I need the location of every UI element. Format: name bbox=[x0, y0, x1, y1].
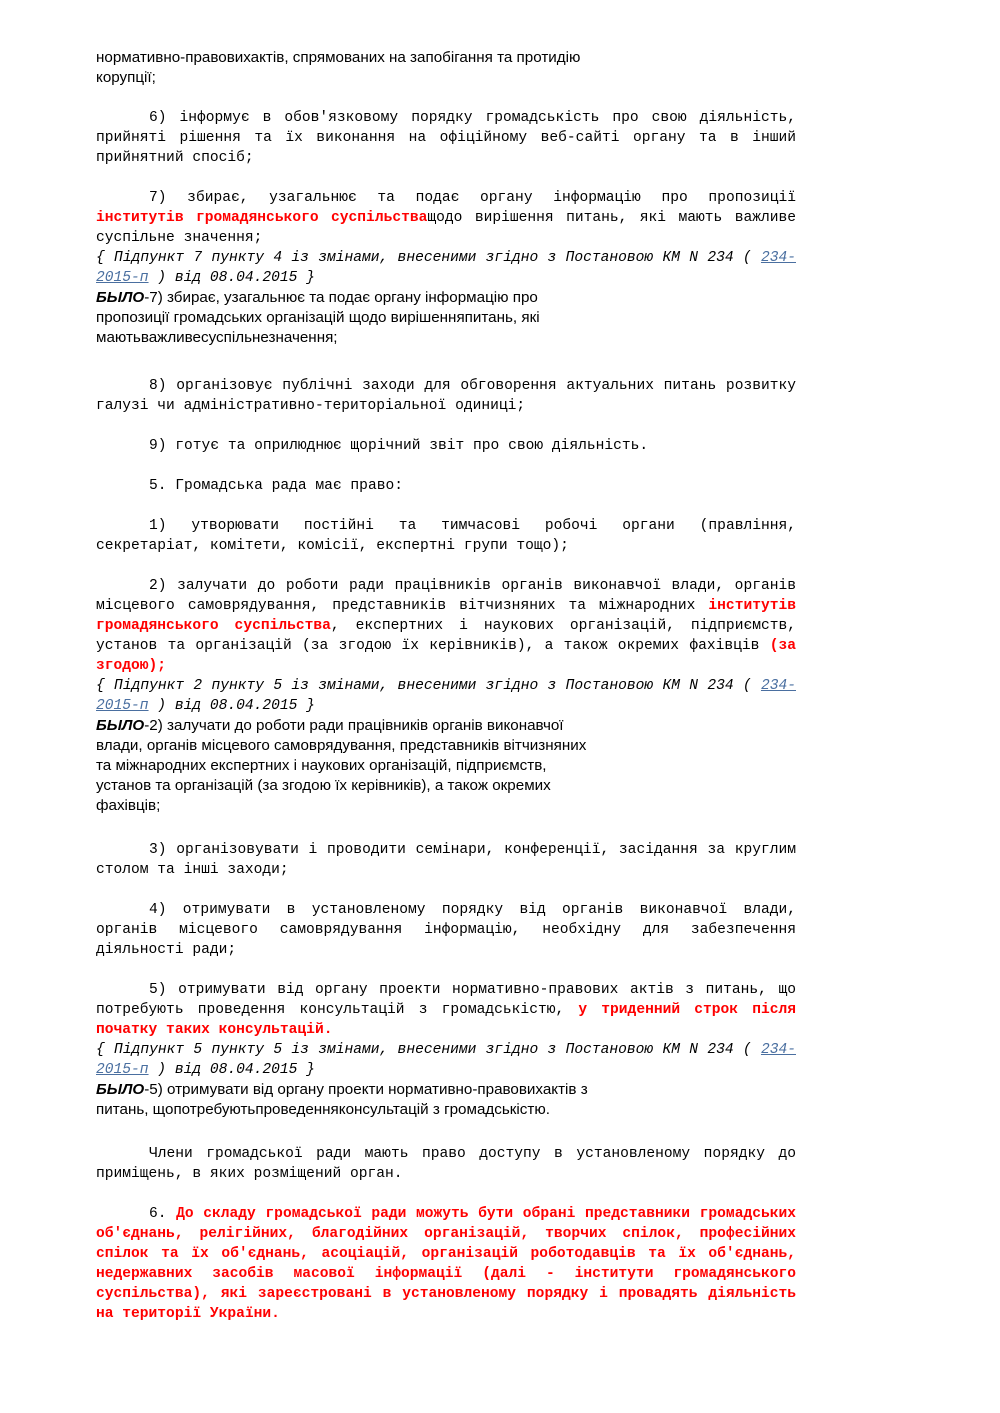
members-access-paragraph: Члени громадської ради мають право доступу в установленому порядку до приміщень, в яких розміщений орган. bbox=[96, 1146, 796, 1182]
amended-text: До складу громадської ради можуть бути обрані представники громадських об'єднань, релігійних, благодійних організацій, творчих спілок, професійних спілок та їх об'єднань, асоціацій, організацій роботодавців та їх об'єднань, недержавних засобів масової інформації (далі - інститути громадянського суспільства), які зареєстровані в установленому порядку і провадять діяльність на території України. bbox=[96, 1206, 796, 1322]
item-4-8: 8) організовує публічні заходи для обговорення актуальних питань розвитку галузі чи адміністративно-територіальної одиниці; bbox=[96, 378, 796, 414]
decree-link-3[interactable]: 234-2015-п bbox=[96, 1042, 796, 1078]
was-label: БЫЛО bbox=[96, 1081, 145, 1098]
continuation-line-2: корупції; bbox=[96, 69, 156, 86]
section-6: 6. До складу громадської ради можуть бути обрані представники громадських об'єднань, релігійних, благодійних організацій, творчих спілок, професійних спілок та їх об'єднань, асоціацій, організацій роботодавців та їх об'єднань, недержавних засобів масової інформації (далі - інститути громадянського суспільства), які зареєстровані в установленому порядку і провадять діяльність на території України. bbox=[96, 1206, 796, 1322]
item-4-6: 6) інформує в обов'язковому порядку громадськість про свою діяльність, прийняті рішення та їх виконання на офіційному веб-сайті органу та в інший прийнятний спосіб; bbox=[96, 110, 796, 166]
amended-text: (за згодою); bbox=[96, 638, 796, 674]
decree-link-2[interactable]: 234-2015-п bbox=[96, 678, 796, 714]
was-label: БЫЛО bbox=[96, 289, 145, 306]
previous-version-3: БЫЛО-5) отримувати від органу проекти нормативно-правовихактів з питань, щопотребуютьпроведенняконсультацій з громадськістю. bbox=[96, 1081, 588, 1118]
was-label: БЫЛО bbox=[96, 717, 145, 734]
amended-text: інститутів громадянського суспільства bbox=[96, 598, 796, 634]
document-page bbox=[96, 48, 796, 1324]
item-4-7: 7) збирає, узагальнює та подає органу інформацію про пропозиції інститутів громадянського суспільстващодо вирішення питань, які мають важливе суспільне значення; bbox=[96, 190, 796, 246]
section-5-heading: 5. Громадська рада має право: bbox=[149, 478, 403, 494]
amendment-note-1: { Підпункт 7 пункту 4 із змінами, внесеними згідно з Постановою КМ N 234 ( 234-2015-п ) від 08.04.2015 } bbox=[96, 250, 796, 286]
previous-version-1: БЫЛО-7) збирає, узагальнює та подає органу інформацію про пропозиції громадських організацій щодо вирішенняпитань, які маютьважливесуспільнезначення; bbox=[96, 289, 540, 346]
item-5-5: 5) отримувати від органу проекти нормативно-правових актів з питань, що потребують проведення консультацій з громадськістю, у триденний строк після початку таких консультацій. bbox=[96, 982, 796, 1038]
decree-link-1[interactable]: 234-2015-п bbox=[96, 250, 796, 286]
item-5-4: 4) отримувати в установленому порядку від органів виконавчої влади, органів місцевого самоврядування інформацію, необхідну для забезпечення діяльності ради; bbox=[96, 902, 796, 958]
continuation-line-1: нормативно-правовихактів, спрямованих на запобігання та протидію bbox=[96, 49, 581, 66]
amendment-note-2: { Підпункт 2 пункту 5 із змінами, внесеними згідно з Постановою КМ N 234 ( 234-2015-п ) від 08.04.2015 } bbox=[96, 678, 796, 714]
previous-version-2: БЫЛО-2) залучати до роботи ради працівників органів виконавчої влади, органів місцевого самоврядування, представників вітчизняних та міжнародних експертних і наукових організацій, підприємств, установ та організацій (за згодою їх керівників), а також окремих фахівців; bbox=[96, 717, 587, 814]
amended-text: у триденний строк після початку таких консультацій. bbox=[96, 1002, 796, 1038]
item-4-9: 9) готує та оприлюднює щорічний звіт про свою діяльність. bbox=[149, 438, 649, 454]
item-5-2: 2) залучати до роботи ради працівників органів виконавчої влади, органів місцевого самоврядування, представників вітчизняних та міжнародних інститутів громадянського суспільства, експертних і наукових організацій, підприємств, установ та організацій (за згодою їх керівників), а також окремих фахівців (за згодою); bbox=[96, 578, 796, 674]
item-5-1: 1) утворювати постійні та тимчасові робочі органи (правління, секретаріат, комітети, комісії, експертні групи тощо); bbox=[96, 518, 796, 554]
amended-text: інститутів громадянського суспільства bbox=[96, 210, 428, 226]
item-5-3: 3) організовувати і проводити семінари, конференції, засідання за круглим столом та інші заходи; bbox=[96, 842, 796, 878]
amendment-note-3: { Підпункт 5 пункту 5 із змінами, внесеними згідно з Постановою КМ N 234 ( 234-2015-п ) від 08.04.2015 } bbox=[96, 1042, 796, 1078]
